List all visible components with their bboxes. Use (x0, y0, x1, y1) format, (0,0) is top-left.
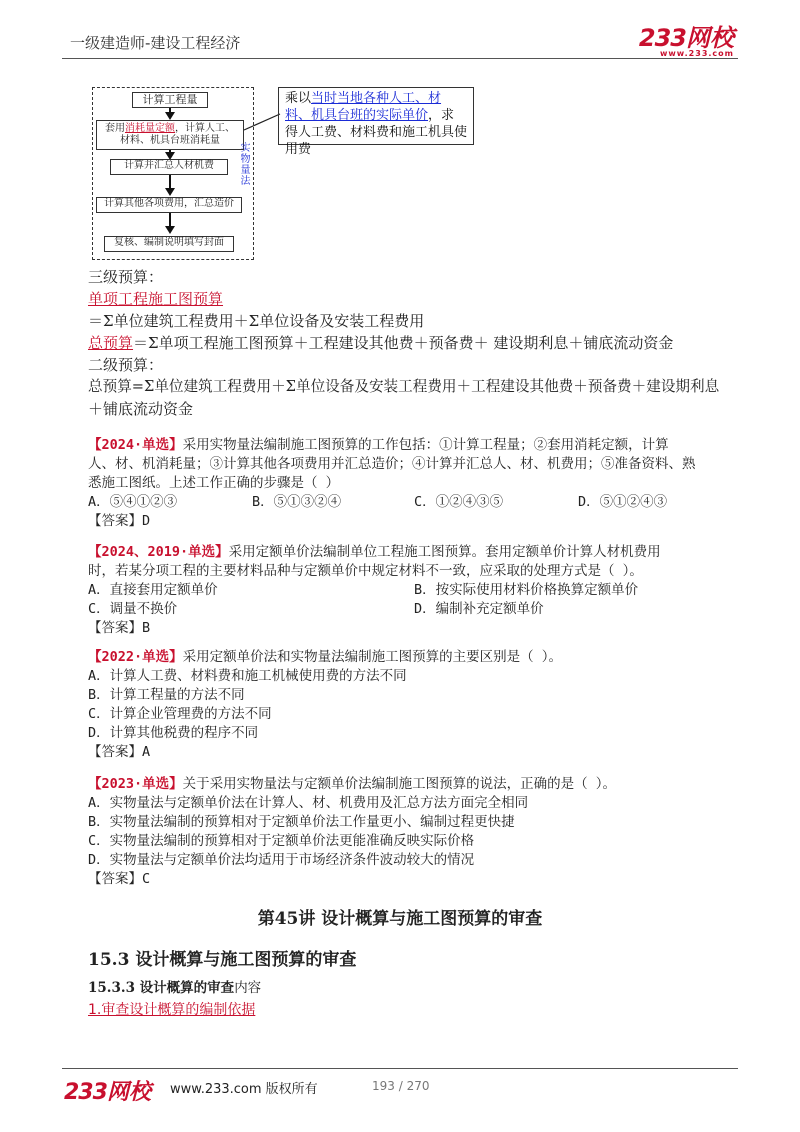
lecture-title: 第45讲 设计概算与施工图预算的审查 (257, 909, 543, 929)
flow-step-3: 计算并汇总人材机费 (110, 159, 228, 175)
header-divider (62, 58, 738, 59)
option-b: B．按实际使用材料价格换算定额单价 (414, 582, 639, 598)
flow-step-5: 复核、编制说明填写封面 (104, 236, 234, 252)
question-text: 采用实物量法编制施工图预算的工作包括：①计算工程量；②套用消耗定额，计算 (182, 437, 669, 453)
body-line: ＋铺底流动资金 (88, 400, 194, 418)
logo-number: 233 (638, 24, 686, 52)
answer: 【答案】B (88, 620, 151, 636)
question-stem (88, 436, 669, 455)
option-b: B．计算工程量的方法不同 (88, 687, 245, 703)
question-tag: 【2022·单选】 (88, 649, 183, 665)
page-number: 193 / 270 (372, 1079, 430, 1093)
option-d: D．实物量法与定额单价法均适用于市场经济条件波动较大的情况 (88, 852, 475, 868)
answer: 【答案】D (88, 513, 151, 529)
body-line: ＝Σ单位建筑工程费用＋Σ单位设备及安装工程费用 (88, 312, 425, 330)
flow-step-1: 计算工程量 (132, 92, 208, 108)
flow-callout (278, 87, 474, 157)
footer-copyright: www.233.com 版权所有 (170, 1082, 318, 1097)
body-term: 总预算 (88, 334, 134, 352)
section-heading: 15.3 设计概算与施工图预算的审查 (88, 950, 357, 970)
body-line (88, 333, 673, 353)
flow-arrow-head (165, 112, 175, 120)
body-text: ＝Σ单项工程施工图预算＋工程建设其他费＋预备费＋ 建设期利息＋铺底流动资金 (133, 334, 674, 352)
footer-logo-number: 233 (64, 1080, 107, 1105)
body-line-highlight: 单项工程施工图预算 (88, 290, 224, 308)
question-stem (88, 543, 661, 562)
option-d: D．计算其他税费的程序不同 (88, 725, 259, 741)
callout-post: ，求得人工费、材料费和施工机具使用费 (285, 108, 468, 157)
subsection-heading (88, 976, 261, 996)
outline-link[interactable]: 1.审查设计概算的编制依据 (88, 1002, 256, 1018)
option-c: C．实物量法编制的预算相对于定额单价法更能准确反映实际价格 (88, 833, 475, 849)
question-text: 关于采用实物量法与定额单价法编制施工图预算的说法，正确的是（ ）。 (182, 776, 617, 792)
footer-divider (62, 1068, 738, 1069)
question-stem (88, 775, 616, 794)
question-text: 时，若某分项工程的主要材料品种与定额单价中规定材料不一致，应采取的处理方式是（ ）。 (88, 563, 643, 579)
footer-logo (64, 1075, 151, 1106)
question-tag: 【2023·单选】 (88, 776, 183, 792)
answer: 【答案】C (88, 871, 151, 887)
question-text: 悉施工图纸。上述工作正确的步骤是（ ） (88, 475, 340, 491)
flow-arrow (169, 213, 171, 227)
option-c: C．①②④③⑤ (414, 494, 504, 510)
footer-logo-text: 网校 (106, 1080, 151, 1105)
body-line: 三级预算： (88, 268, 164, 286)
question-text: 采用定额单价法编制单位工程施工图预算。套用定额单价计算人材机费用 (228, 544, 661, 560)
option-b: B．实物量法编制的预算相对于定额单价法工作量更小、编制过程更快捷 (88, 814, 515, 830)
question-text: 人、材、机消耗量；③计算其他各项费用并汇总造价；④计算并汇总人、材、机费用；⑤准备资料、熟 (88, 456, 696, 472)
callout-highlight: 当时当地各种人工、材料、机具台班的实际单价 (285, 91, 442, 123)
option-d: D．编制补充定额单价 (414, 601, 544, 617)
body-line: 总预算=Σ单位建筑工程费用＋Σ单位设备及安装工程费用＋工程建设其他费＋预备费＋建设期利息 (88, 378, 720, 395)
body-line: 二级预算： (88, 356, 164, 374)
flow-arrow-head (165, 188, 175, 196)
subsection-number: 15.3.3 设计概算的审查 (88, 980, 235, 996)
flow-step-2 (96, 120, 244, 150)
option-a: A．⑤④①②③ (88, 494, 178, 510)
subsection-suffix: 内容 (234, 980, 262, 996)
flow-step-2-c: ，计算人工、 (175, 123, 235, 134)
callout-pre: 乘以 (285, 91, 312, 106)
flow-side-label: 实物量法 (238, 142, 249, 186)
option-b: B．⑤①③②④ (252, 494, 342, 510)
answer: 【答案】A (88, 744, 151, 760)
option-a: A．实物量法与定额单价法在计算人、材、机费用及汇总方法方面完全相同 (88, 795, 529, 811)
doc-header-title: 一级建造师-建设工程经济 (70, 34, 241, 52)
logo-text: 网校 (686, 24, 734, 52)
option-c: C．调量不换价 (88, 601, 178, 617)
flow-step-4: 计算其他各项费用，汇总造价 (96, 197, 242, 213)
question-stem (88, 648, 562, 667)
flow-step-2-d: 材料、机具台班消耗量 (120, 135, 220, 146)
brand-logo (639, 18, 734, 58)
flow-step-2-a: 套用 (105, 123, 125, 134)
option-c: C．计算企业管理费的方法不同 (88, 706, 272, 722)
flow-arrow (169, 175, 171, 189)
question-tag: 【2024·单选】 (88, 437, 183, 453)
option-a: A．计算人工费、材料费和施工机械使用费的方法不同 (88, 668, 407, 684)
option-d: D．⑤①②④③ (578, 494, 668, 510)
flow-arrow-head (165, 226, 175, 234)
flow-step-2-b: 消耗量定额 (125, 123, 175, 134)
question-text: 采用定额单价法和实物量法编制施工图预算的主要区别是（ ）。 (182, 649, 563, 665)
option-a: A．直接套用定额单价 (88, 582, 218, 598)
logo-url: www.233.com (659, 49, 734, 58)
question-tag: 【2024、2019·单选】 (88, 544, 229, 560)
